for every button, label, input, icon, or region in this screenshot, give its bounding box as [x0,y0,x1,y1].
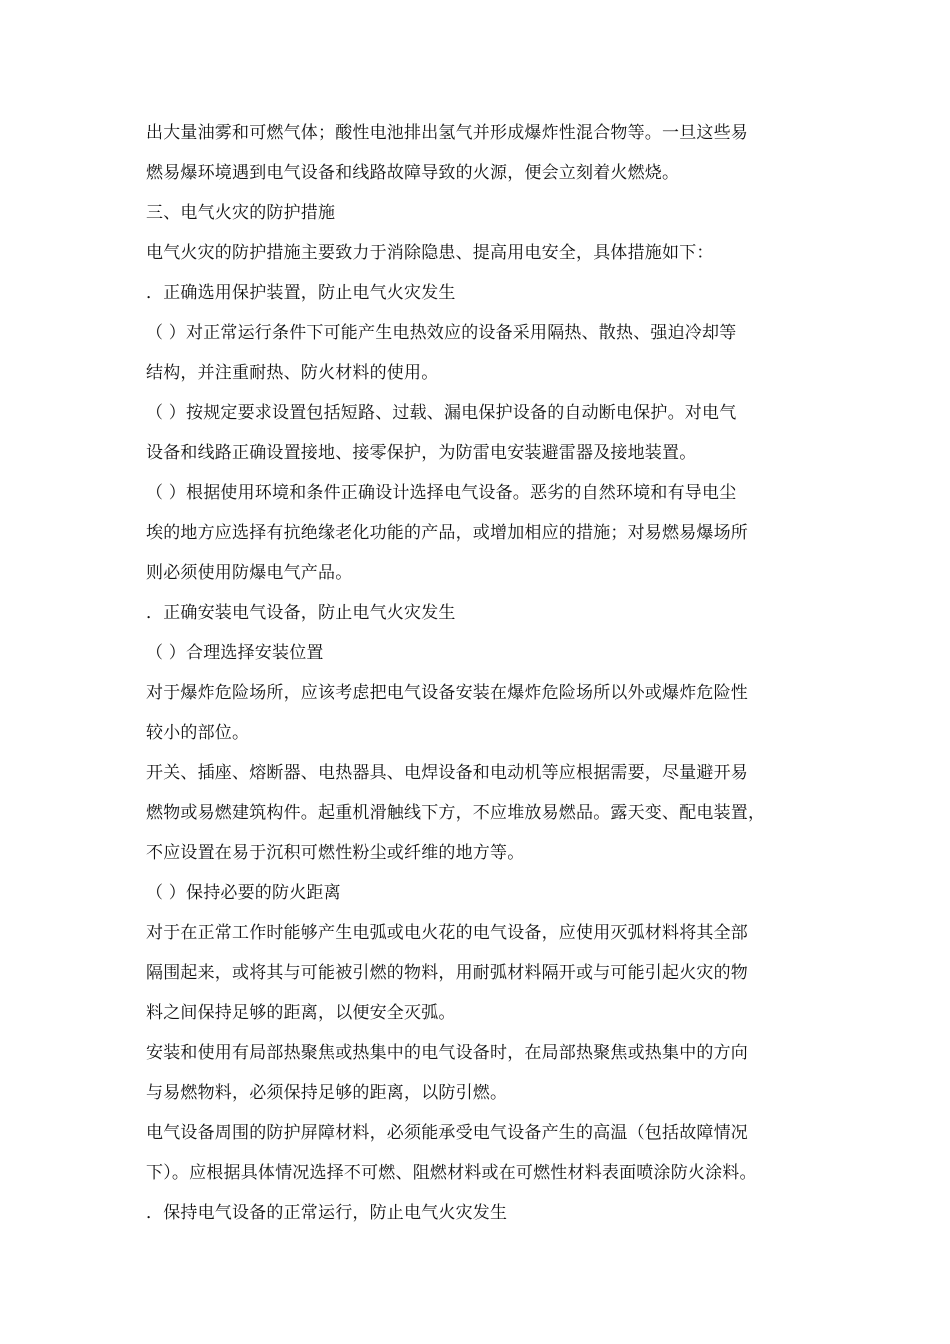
list-item-line: （ ）按规定要求设置包括短路、过载、漏电保护设备的自动断电保护。对电气 [146,403,737,423]
paragraph-line: 燃物或易燃建筑构件。起重机滑触线下方，不应堆放易燃品。露天变、配电装置， [146,803,766,823]
list-item-line: 则必须使用防爆电气产品。 [146,563,353,583]
section-heading: 三、电气火灾的防护措施 [146,203,336,223]
subsection-heading: ．保持电气设备的正常运行，防止电气火灾发生 [146,1203,508,1223]
document-body [146,113,810,1233]
list-item-line: （ ）对正常运行条件下可能产生电热效应的设备采用隔热、散热、强迫冷却等 [146,323,737,343]
paragraph-line: 不应设置在易于沉积可燃性粉尘或纤维的地方等。 [146,843,525,863]
subsection-heading: ．正确安装电气设备，防止电气火灾发生 [146,603,456,623]
paragraph-line: 较小的部位。 [146,723,250,743]
list-item-line: 埃的地方应选择有抗绝缘老化功能的产品，或增加相应的措施；对易燃易爆场所 [146,523,748,543]
list-item-line: 结构，并注重耐热、防火材料的使用。 [146,363,439,383]
paragraph-line: 开关、插座、熔断器、电热器具、电焊设备和电动机等应根据需要，尽量避开易 [146,763,748,783]
list-item-line: （ ）保持必要的防火距离 [146,883,341,903]
paragraph-line: 电气设备周围的防护屏障材料，必须能承受电气设备产生的高温（包括故障情况 [146,1123,748,1143]
paragraph-line: 下）。应根据具体情况选择不可燃、阻燃材料或在可燃性材料表面喷涂防火涂料。 [146,1163,757,1183]
list-item-line: （ ）根据使用环境和条件正确设计选择电气设备。恶劣的自然环境和有导电尘 [146,483,737,503]
paragraph-line: 安装和使用有局部热聚焦或热集中的电气设备时，在局部热聚焦或热集中的方向 [146,1043,748,1063]
list-item-line: （ ）合理选择安装位置 [146,643,324,663]
list-item-line: 设备和线路正确设置接地、接零保护，为防雷电安装避雷器及接地装置。 [146,443,697,463]
paragraph-line: 对于在正常工作时能够产生电弧或电火花的电气设备，应使用灭弧材料将其全部 [146,923,748,943]
paragraph-line: 燃易爆环境遇到电气设备和线路故障导致的火源，便会立刻着火燃烧。 [146,163,680,183]
paragraph-line: 对于爆炸危险场所，应该考虑把电气设备安装在爆炸危险场所以外或爆炸危险性 [146,683,748,703]
paragraph-line: 与易燃物料，必须保持足够的距离，以防引燃。 [146,1083,508,1103]
subsection-heading: ．正确选用保护装置，防止电气火灾发生 [146,283,456,303]
paragraph-line: 料之间保持足够的距离，以便安全灭弧。 [146,1003,456,1023]
paragraph-line: 出大量油雾和可燃气体；酸性电池排出氢气并形成爆炸性混合物等。一旦这些易 [146,123,748,143]
paragraph-line: 隔围起来，或将其与可能被引燃的物料，用耐弧材料隔开或与可能引起火灾的物 [146,963,748,983]
paragraph-line: 电气火灾的防护措施主要致力于消除隐患、提高用电安全，具体措施如下： [146,243,714,263]
